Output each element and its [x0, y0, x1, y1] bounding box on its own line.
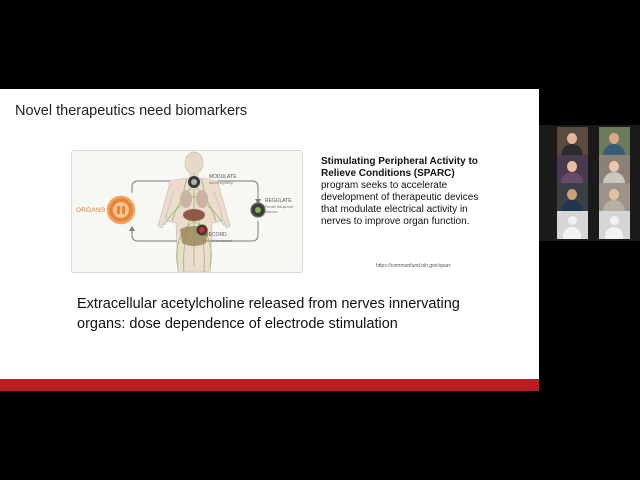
regulate-subtitle: Precise therapeutic stimulus — [265, 204, 294, 214]
participant-avatar-head — [609, 161, 619, 172]
video-tile-participant-2[interactable] — [599, 127, 630, 155]
video-tile-participant-7[interactable] — [557, 183, 588, 211]
video-tile-participant-8[interactable] — [599, 183, 630, 211]
presentation-slide — [0, 89, 539, 391]
sparc-diagram — [71, 150, 303, 273]
modulate-title: MODULATE — [209, 174, 237, 180]
participant-avatar-body — [605, 227, 623, 239]
participant-avatar-body — [603, 200, 625, 211]
sparc-program-name: Stimulating Peripheral Activity to Relieve Conditions (SPARC) — [321, 156, 478, 179]
participant-avatar-head — [609, 189, 619, 200]
sparc-url: https://commonfund.nih.gov/sparc — [376, 263, 452, 269]
regulate-label — [265, 199, 302, 216]
participant-avatar-body — [603, 172, 625, 183]
participant-avatar-head — [568, 216, 577, 225]
participant-avatar-head — [567, 133, 577, 144]
participant-avatar-body — [561, 172, 583, 183]
record-label — [205, 233, 232, 244]
participant-avatar-head — [609, 133, 619, 144]
participant-gallery — [539, 125, 640, 241]
video-tile-participant-9[interactable] — [557, 211, 588, 239]
video-tile-participant-4[interactable] — [599, 155, 630, 183]
participant-avatar-head — [567, 189, 577, 200]
video-tile-participant-3[interactable] — [557, 155, 588, 183]
organs-label: ORGANS — [76, 207, 106, 214]
sparc-program-description: program seeks to accelerate development of therapeutic devices that modulate electrical activity in nerves to improve organ function. — [321, 180, 479, 227]
video-tile-participant-1[interactable] — [557, 127, 588, 155]
video-tile-participant-10[interactable] — [599, 211, 630, 239]
record-title: RECORD — [205, 232, 227, 238]
participant-avatar-body — [561, 200, 583, 211]
regulate-title: REGULATE — [265, 198, 292, 204]
participant-avatar-body — [603, 144, 625, 155]
slide-accent-bar — [0, 379, 539, 391]
modulate-label — [209, 175, 236, 186]
participant-avatar-head — [567, 161, 577, 172]
slide-title: Novel therapeutics need biomarkers — [15, 103, 248, 119]
participant-avatar-body — [563, 227, 581, 239]
participant-avatar-body — [561, 144, 583, 155]
modulate-subtitle: Neural signaling — [209, 180, 233, 185]
record-subtitle: Health biomarkers — [205, 238, 232, 243]
participant-avatar-head — [610, 216, 619, 225]
slide-subtitle: Extracellular acetylcholine released from nerves innervating organs: dose dependence of electrode stimulation — [77, 296, 460, 332]
sparc-description — [321, 156, 481, 228]
